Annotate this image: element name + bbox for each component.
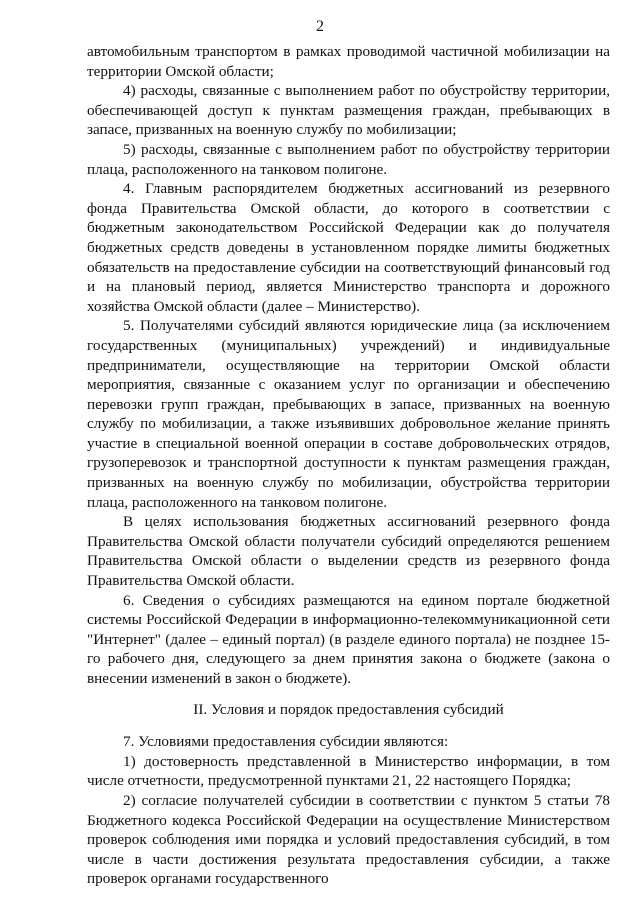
paragraph-clause-6: 6. Сведения о субсидиях размещаются на едином портале бюджетной системы Российской Федерации в информационно-телекоммуникационной сети "Интернет" (далее – единый портал) (в разделе единого портала) не позднее 15-го рабочего дня, следующего за днем принятия закона о бюджете (закона о внесении изменений в закон о бюджете). [87, 591, 610, 687]
paragraph-clause-7: 7. Условиями предоставления субсидии являются: [123, 733, 449, 751]
paragraph-clause-4: 4. Главным распорядителем бюджетных ассигнований из резервного фонда Правительства Омской области, до которого в соответствии с бюджетным законодательством Российской Федерации как до получателя бюджетных средств доведены в установленном порядке лимиты бюджетных обязательств на предоставление субсидии на соответствующий финансовый год и на плановый период, является Министерство транспорта и дорожного хозяйства Омской области (далее – Министерство). [87, 180, 610, 315]
paragraph-condition-2: 2) согласие получателей субсидии в соответствии с пунктом 5 статьи 78 Бюджетного кодекса Российской Федерации на осуществление Министерством проверок соблюдения ими порядка и условий предоставления субсидий, в том числе в части достижения результата предоставления субсидии, а также проверок органами государственного [87, 791, 610, 888]
paragraph-continuation: автомобильным транспортом в рамках проводимой частичной мобилизации на территории Омской области; [87, 43, 610, 80]
paragraph-item-5-expenses: 5) расходы, связанные с выполнением работ по обустройству территории плаца, расположенного на танковом полигоне. [87, 140, 610, 178]
paragraph-condition-1: 1) достоверность представленной в Министерство информации, в том числе отчетности, предусмотренной пунктами 21, 22 настоящего Порядка; [87, 752, 610, 790]
paragraph-reserve-fund: В целях использования бюджетных ассигнований резервного фонда Правительства Омской области получатели субсидий определяются решением Правительства Омской области о выделении средств из резервного фонда Правительства Омской области. [87, 513, 610, 590]
paragraph-item-4-expenses: 4) расходы, связанные с выполнением работ по обустройству территории, обеспечивающей доступ к пунктам размещения граждан, пребывающих в запасе, призванных на военную службу по мобилизации; [87, 82, 610, 139]
paragraph-clause-5: 5. Получателями субсидий являются юридические лица (за исключением государственных (муниципальных) учреждений) и индивидуальные предприниматели, осуществляющие на территории Омской области мероприятия, связанные с оказанием услуг по организации и обеспечению перевозки групп граждан, пребывающих в запасе, призванных на военную службу по мобилизации, а также изъявивших добровольное желание принять участие в специальной военной операции в составе добровольческих отрядов, грузоперевозок и транспортной доступности к пунктам размещения граждан, призванных на военную службу по мобилизации, обустройства территории плаца, расположенного на танковом полигоне. [87, 317, 610, 511]
section-heading: II. Условия и порядок предоставления субсидий [193, 700, 504, 718]
page-number: 2 [316, 18, 324, 35]
document-body [87, 42, 610, 889]
